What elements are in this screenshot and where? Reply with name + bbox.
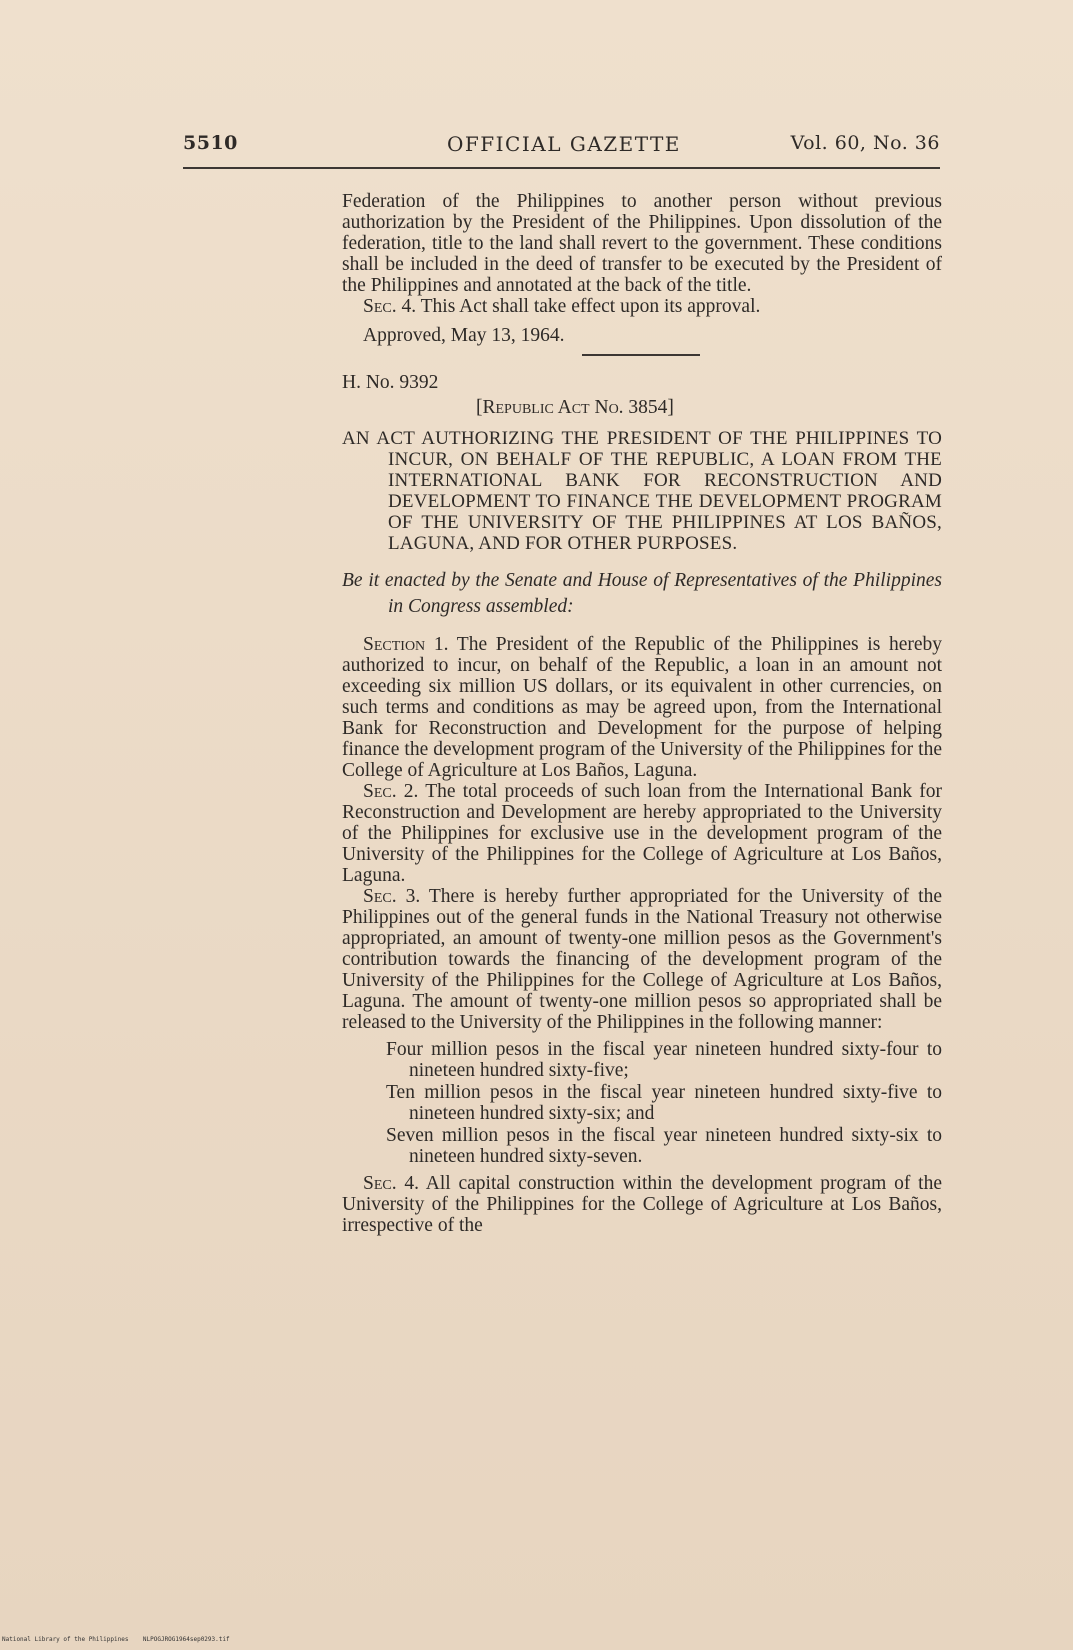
section-text: The total proceeds of such loan from the International Bank for Reconstruction and Development are hereby appropriated to the University of the Philippines for exclusive use in the development program of the University of the Philippines for the College of Agriculture at Los Baños, Laguna. <box>342 781 942 886</box>
section-1 <box>342 634 942 781</box>
section-3 <box>342 886 942 1033</box>
section-label: Sec. 4. <box>363 296 417 317</box>
house-bill-number: H. No. 9392 <box>342 372 439 393</box>
continued-paragraph: Federation of the Philippines to another person without previous authorization by the President of the Philippines. Upon dissolution of the federation, title to the land shall revert to the government. These conditions shall be included in the deed of transfer to be executed by the President of the Philippines and annotated at the back of the title. <box>342 191 942 296</box>
section-4 <box>342 1173 942 1236</box>
section-label: Section 1. <box>363 634 449 655</box>
release-schedule-item: Ten million pesos in the fiscal year nineteen hundred sixty-five to nineteen hundred sixty-six; and <box>386 1082 942 1124</box>
page-number: 5510 <box>183 132 238 154</box>
scan-footer <box>2 1636 230 1643</box>
library-name: National Library of the Philippines <box>2 1636 129 1643</box>
republic-act-number <box>342 397 942 418</box>
page-body <box>342 191 942 1236</box>
section-text: There is hereby further appropriated for the University of the Philippines out of the general funds in the National Treasury not otherwise appropriated, an amount of twenty-one million pesos as the Government's contribution towards the financing of the development program of the University of the Philippines for the College of Agriculture at Los Baños, Laguna. The amount of twenty-one million pesos so appropriated shall be released to the University of the Philippines in the following manner: <box>342 886 942 1033</box>
section-text: This Act shall take effect upon its approval. <box>416 296 761 317</box>
section-2 <box>342 781 942 886</box>
section-label: Sec. 2. <box>363 781 419 802</box>
release-schedule-item: Seven million pesos in the fiscal year nineteen hundred sixty-six to nineteen hundred sixty-seven. <box>386 1125 942 1167</box>
act-title: AN ACT AUTHORIZING THE PRESIDENT OF THE PHILIPPINES TO INCUR, ON BEHALF OF THE REPUBLIC, A LOAN FROM THE INTERNATIONAL BANK FOR RECONSTRUCTION AND DEVELOPMENT TO FINANCE THE DEVELOPMENT PROGRAM OF THE UNIVERSITY OF THE PHILIPPINES AT LOS BAÑOS, LAGUNA, AND FOR OTHER PURPOSES. <box>342 428 942 554</box>
approval-date: Approved, May 13, 1964. <box>363 325 565 346</box>
scan-filename: NLPOGJROG1964sep0293.tif <box>142 1636 230 1643</box>
section-label: Sec. 4. <box>363 1173 420 1194</box>
section-text: All capital construction within the development program of the University of the Philippines for the College of Agriculture at Los Baños, irrespective of the <box>342 1173 942 1236</box>
enacting-clause: Be it enacted by the Senate and House of Representatives of the Philippines in Congress assembled: <box>342 570 942 617</box>
publication-title: OFFICIAL GAZETTE <box>447 132 681 156</box>
section-label: Sec. 3. <box>363 886 421 907</box>
section-text: The President of the Republic of the Philippines is hereby authorized to incur, on behalf of the Republic, a loan in an amount not exceeding six million US dollars, or its equivalent in other currencies, on such terms and conditions as may be agreed upon, from the International Bank for Reconstruction and Development for the purpose of helping finance the development program of the University of the Philippines for the College of Agriculture at Los Baños, Laguna. <box>342 634 942 781</box>
republic-act-label: [Republic Act No. 3854] <box>476 397 674 418</box>
act-separator-rule <box>582 354 700 356</box>
running-head <box>183 132 940 162</box>
release-schedule-item: Four million pesos in the fiscal year nineteen hundred sixty-four to nineteen hundred sixty-five; <box>386 1039 942 1081</box>
volume-number: Vol. 60, No. 36 <box>790 132 940 154</box>
previous-act-section-4 <box>342 296 942 317</box>
header-rule <box>183 167 940 169</box>
